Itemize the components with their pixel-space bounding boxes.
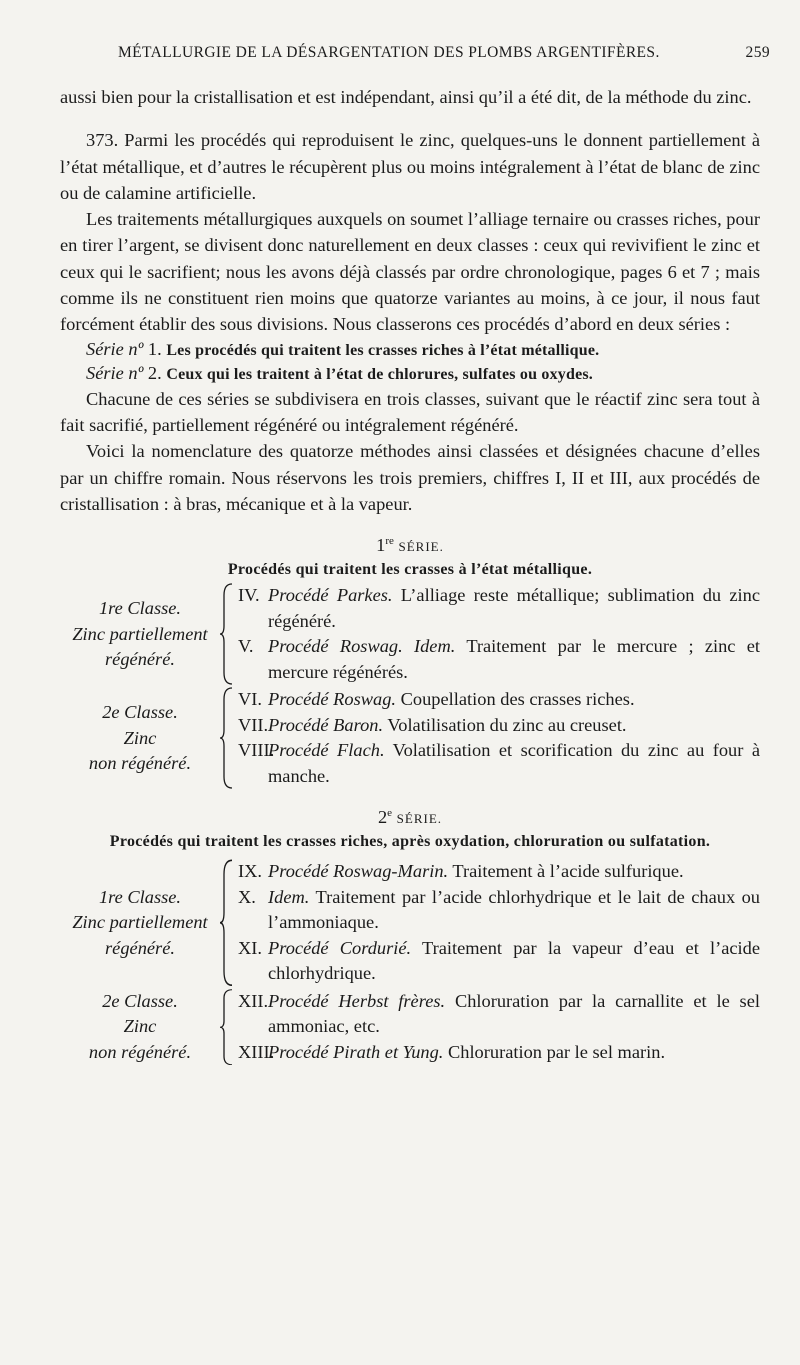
series-2-desc: Ceux qui les traitent à l’état de chlorures, sulfates ou oxydes. (166, 365, 594, 383)
header-title: MÉTALLURGIE DE LA DÉSARGENTATION DES PLOMBS ARGENTIFÈRES. (118, 44, 660, 61)
series-2-line: Série nº 2. Ceux qui les traitent à l’état de chlorures, sulfates ou oxydes. (86, 362, 594, 383)
page-body (60, 84, 760, 1065)
series-1-desc: Les procédés qui traitent les crasses riches à l’état métallique. (166, 341, 600, 359)
page-number: 259 (745, 44, 770, 61)
class-label: 2e Classe. Zinc non régénéré. (88, 702, 192, 774)
paragraph-nomenclature: Voici la nomenclature des quatorze méthodes ainsi classées et désignées chacune d’elles par un chiffre romain. Nous réservons les trois premiers, chiffres I, II et III, aux procédés de cristallisation : à bras, mécanique et à la vapeur. (60, 441, 760, 514)
class-label: 2e Classe. Zinc non régénéré. (88, 990, 192, 1062)
series-2-heading: 2e SÉRIE. (377, 807, 443, 828)
brace-icon (220, 989, 234, 1066)
method-item: XIII. Procédé Pirath et Yung. Chloruration par le sel marin. (238, 1041, 666, 1062)
series-1-line: Série nº 1. Les procédés qui traitent les crasses riches à l’état métallique. (86, 338, 600, 359)
class-label: 1re Classe. Zinc partiellement régénéré. (72, 598, 208, 670)
method-item: XI. Procédé Cordurié. Traitement par la vapeur d’eau et l’acide chlorhydrique. (238, 937, 761, 984)
method-item: VI. Procédé Roswag. Coupellation des crasses riches. (238, 689, 635, 710)
paragraph-classes: Chacune de ces séries se subdivisera en trois classes, suivant que le réactif zinc sera tout à fait sacrifié, partiellement régénéré ou intégralement régénéré. (60, 388, 760, 435)
running-header (60, 44, 770, 62)
brace-icon (220, 583, 234, 685)
method-item: IV. Procédé Parkes. L’alliage reste métallique; sublimation du zinc régénéré. (238, 585, 760, 631)
method-item: XII. Procédé Herbst frères. Chloruration par la carnallite et le sel ammoniac, etc. (238, 990, 760, 1037)
method-item: X. Idem. Traitement par l’acide chlorhydrique et le lait de chaux ou l’ammoniaque. (238, 886, 760, 933)
series-2-class-1 (60, 859, 760, 987)
method-item: VIII. Procédé Flach. Volatilisation et scorification du zinc au four à manche. (238, 740, 760, 786)
class-label: 1re Classe. Zinc partiellement régénéré. (72, 886, 208, 958)
series-2-class-2 (60, 989, 760, 1066)
paragraph-373: 373. Parmi les procédés qui reproduisent le zinc, quelques-uns le donnent partiellement à l’état métallique, et d’autres le récupèrent plus ou moins intégralement à l’état de blanc de zinc ou de calamine artificielle. (60, 130, 760, 203)
method-item: V. Procédé Roswag. Idem. Traitement par le mercure ; zinc et mercure régénérés. (238, 636, 761, 682)
series-1-title: Procédés qui traitent les crasses à l’état métallique. (227, 561, 593, 579)
series-1-class-1 (60, 583, 760, 685)
brace-icon (220, 859, 234, 987)
paragraph-treatments: Les traitements métallurgiques auxquels on soumet l’alliage ternaire ou crasses riches, pour en tirer l’argent, se divisent donc naturellement en deux classes : ceux qui revivifient le zinc et ceux qui le sacrifient; nous les avons déjà classés par ordre chronologique, pages 6 et 7 ; mais comme ils ne constituent rien moins que quatorze variantes au moins, à ce jour, il nous faut forcément établir des sous divisions. Nous classerons ces procédés d’abord en deux séries : (60, 209, 760, 335)
series-2-title: Procédés qui traitent les crasses riches, après oxydation, chloruration ou sulfatation. (109, 833, 711, 851)
series-1-heading: 1re SÉRIE. (376, 535, 444, 556)
method-item: IX. Procédé Roswag-Marin. Traitement à l’acide sulfurique. (238, 861, 684, 882)
method-item: VII. Procédé Baron. Volatilisation du zinc au creuset. (238, 714, 627, 735)
series-1-class-2 (60, 687, 760, 789)
paragraph-continuation: aussi bien pour la cristallisation et est indépendant, ainsi qu’il a été dit, de la méthode du zinc. (60, 87, 752, 107)
brace-icon (220, 687, 234, 789)
